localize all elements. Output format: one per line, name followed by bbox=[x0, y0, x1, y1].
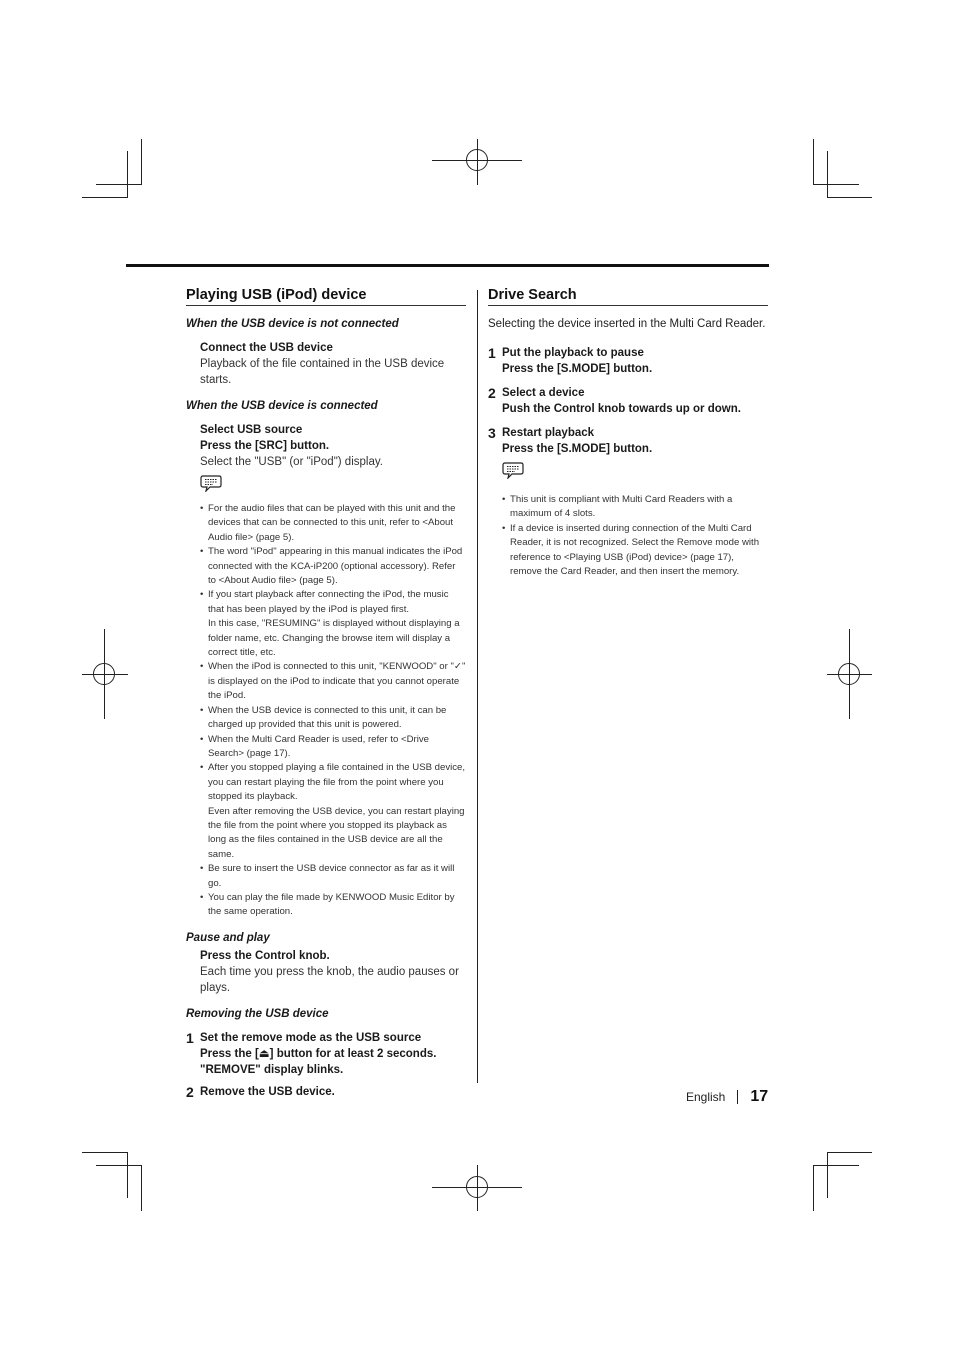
note-item: • When the USB device is connected to this unit, it can be charged up provided that this unit is powered. bbox=[186, 704, 466, 733]
crop-mark bbox=[813, 184, 859, 185]
crop-mark bbox=[96, 1165, 142, 1166]
page-number: 17 bbox=[750, 1088, 769, 1105]
step-title: Remove the USB device. bbox=[200, 1085, 335, 1098]
step-number: 1 bbox=[186, 1029, 194, 1046]
header-rule bbox=[126, 264, 769, 267]
crop-mark bbox=[827, 1152, 828, 1198]
step-number: 2 bbox=[186, 1083, 194, 1100]
note-item: • If you start playback after connecting the iPod, the music that has been played by the iPod is played first. In this case, "RESUMING" is displayed without displaying a folder name, etc. Changing the browse item will display a correct title, etc. bbox=[186, 588, 466, 660]
step-title: Select a device bbox=[502, 387, 585, 399]
crop-mark bbox=[127, 1152, 128, 1198]
registration-circle bbox=[466, 149, 488, 171]
note-item: • After you stopped playing a file contained in the USB device, you can restart playing the file from the point where you stopped its playback. Even after removing the USB device, you can restart playing the file from the point where you stopped its playback as long as the files contained in the USB device are all the same. bbox=[186, 761, 466, 862]
action-text: Press the [SRC] button. bbox=[200, 440, 330, 452]
note-item: • The word "iPod" appearing in this manual indicates the iPod connected with the KCA-iP200 (optional accessory). Refer to <About Audio file> (page 5). bbox=[186, 545, 466, 588]
left-column bbox=[186, 287, 466, 1106]
crop-mark bbox=[141, 139, 142, 185]
step-number: 1 bbox=[488, 345, 496, 361]
section-title: Drive Search bbox=[488, 287, 768, 306]
step-instruction: Press the [S.MODE] button. bbox=[502, 443, 653, 455]
crop-mark bbox=[141, 1165, 142, 1211]
page-footer bbox=[686, 1088, 768, 1106]
subsection-heading: When the USB device is connected bbox=[186, 400, 378, 412]
note-icon bbox=[200, 474, 222, 497]
crop-mark bbox=[827, 151, 828, 198]
crop-mark bbox=[96, 184, 142, 185]
note-icon bbox=[502, 461, 524, 484]
crop-mark bbox=[82, 197, 128, 198]
note-list bbox=[186, 502, 466, 920]
crop-mark bbox=[827, 1152, 872, 1153]
step bbox=[186, 1030, 466, 1078]
note-item: • If a device is inserted during connection of the Multi Card Reader, it is not recognized. Select the Remove mode with reference to <Playing USB (iPod) device> (page 17), remove the Card Reader, and then insert the memory. bbox=[488, 522, 768, 580]
description-text: Each time you press the knob, the audio pauses or plays. bbox=[200, 965, 459, 994]
note-item: • This unit is compliant with Multi Card Readers with a maximum of 4 slots. bbox=[488, 493, 768, 522]
subsection-heading: Removing the USB device bbox=[186, 1007, 329, 1020]
step bbox=[488, 385, 768, 417]
note-item: • For the audio files that can be played with this unit and the devices that can be connected to this unit, refer to <About Audio file> (page 5). bbox=[186, 502, 466, 545]
action-text: Select USB source bbox=[200, 424, 303, 436]
crop-mark bbox=[813, 1165, 859, 1166]
intro-text: Selecting the device inserted in the Multi Card Reader. bbox=[488, 318, 766, 330]
step bbox=[488, 345, 768, 377]
action-text: Connect the USB device bbox=[200, 342, 333, 354]
section-title: Playing USB (iPod) device bbox=[186, 287, 466, 306]
note-item: • You can play the file made by KENWOOD Music Editor by the same operation. bbox=[186, 891, 466, 920]
crop-mark bbox=[813, 1165, 814, 1211]
registration-circle bbox=[466, 1176, 488, 1198]
registration-circle bbox=[838, 663, 860, 685]
subsection-heading: When the USB device is not connected bbox=[186, 318, 399, 330]
subsection-heading: Pause and play bbox=[186, 931, 270, 944]
note-item: • When the iPod is connected to this unit, "KENWOOD" or "✓" is displayed on the iPod to indicate that you cannot operate the iPod. bbox=[186, 660, 466, 703]
description-text: Select the "USB" (or "iPod") display. bbox=[200, 456, 383, 468]
note-item: • Be sure to insert the USB device connector as far as it will go. bbox=[186, 862, 466, 891]
action-text: Press the Control knob. bbox=[200, 949, 330, 962]
description-text: Playback of the file contained in the USB device starts. bbox=[200, 358, 445, 386]
crop-mark bbox=[127, 151, 128, 198]
step-instruction: Push the Control knob towards up or down. bbox=[502, 403, 741, 415]
footer-separator bbox=[737, 1090, 738, 1104]
crop-mark bbox=[82, 1152, 128, 1153]
column-divider bbox=[477, 290, 478, 1083]
step bbox=[186, 1084, 466, 1100]
crop-mark bbox=[813, 139, 814, 185]
footer-language: English bbox=[686, 1090, 726, 1104]
note-item: • When the Multi Card Reader is used, refer to <Drive Search> (page 17). bbox=[186, 733, 466, 762]
crop-mark bbox=[827, 197, 872, 198]
step bbox=[488, 425, 768, 487]
step-number: 3 bbox=[488, 425, 496, 441]
step-number: 2 bbox=[488, 385, 496, 401]
step-instruction: "REMOVE" display blinks. bbox=[200, 1063, 344, 1076]
step-title: Restart playback bbox=[502, 427, 595, 439]
step-instruction: Press the [S.MODE] button. bbox=[502, 363, 653, 375]
step-title: Set the remove mode as the USB source bbox=[200, 1031, 422, 1044]
note-list bbox=[488, 493, 768, 579]
step-instruction: Press the [⏏] button for at least 2 seconds. bbox=[200, 1047, 437, 1060]
registration-circle bbox=[93, 663, 115, 685]
step-title: Put the playback to pause bbox=[502, 347, 644, 359]
right-column bbox=[488, 287, 768, 579]
